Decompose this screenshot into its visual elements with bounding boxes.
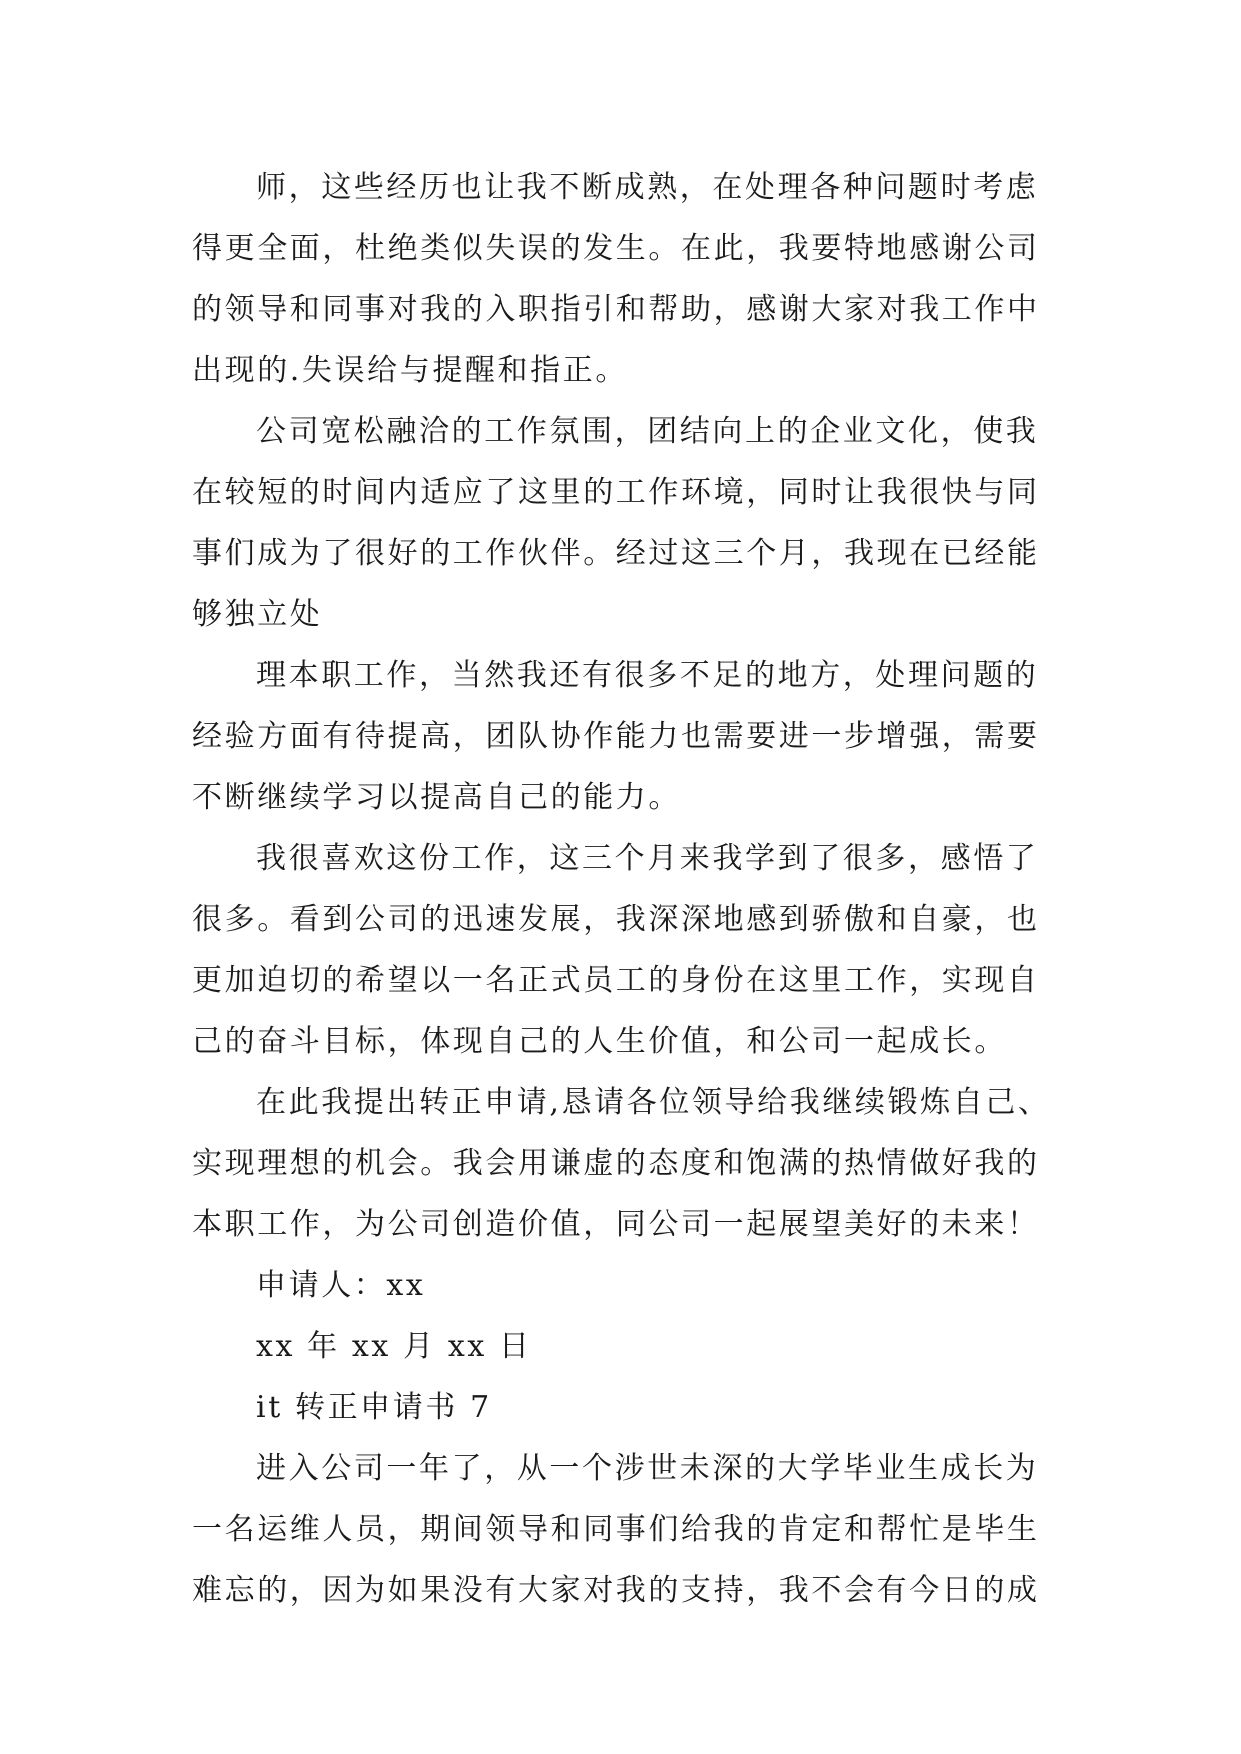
- text-line: 不断继续学习以提高自己的能力。: [192, 780, 681, 815]
- text-line: 经验方面有待提高，团队协作能力也需要进一步增强，需要: [192, 719, 1040, 754]
- text-line: 够独立处: [192, 597, 323, 632]
- text-line: 理本职工作，当然我还有很多不足的地方，处理问题的: [256, 658, 1039, 693]
- text-line: 实现理想的机会。我会用谦虚的态度和饱满的热情做好我的: [192, 1146, 1040, 1181]
- text-line: 得更全面，杜绝类似失误的发生。在此，我要特地感谢公司: [192, 231, 1040, 266]
- text-line: 公司宽松融洽的工作氛围，团结向上的企业文化，使我: [256, 414, 1039, 449]
- text-line: 出现的.失误给与提醒和指正。: [192, 353, 628, 388]
- text-line: 难忘的，因为如果没有大家对我的支持，我不会有今日的成: [192, 1573, 1040, 1608]
- applicant-line: 申请人：xx: [256, 1268, 426, 1303]
- text-line: 更加迫切的希望以一名正式员工的身份在这里工作，实现自: [192, 963, 1040, 998]
- text-line: 我很喜欢这份工作，这三个月来我学到了很多，感悟了: [256, 841, 1039, 876]
- text-line: 本职工作，为公司创造价值，同公司一起展望美好的未来！: [192, 1207, 1040, 1242]
- text-line: 进入公司一年了，从一个涉世未深的大学毕业生成长为: [256, 1451, 1039, 1486]
- text-line: 在此我提出转正申请,恳请各位领导给我继续锻炼自己、: [256, 1085, 1051, 1120]
- text-line: 己的奋斗目标，体现自己的人生价值，和公司一起成长。: [192, 1024, 1007, 1059]
- text-line: 在较短的时间内适应了这里的工作环境，同时让我很快与同: [192, 475, 1040, 510]
- text-line: 一名运维人员，期间领导和同事们给我的肯定和帮忙是毕生: [192, 1512, 1040, 1547]
- text-line: 师，这些经历也让我不断成熟，在处理各种问题时考虑: [256, 170, 1039, 205]
- date-line: xx 年 xx 月 xx 日: [256, 1329, 532, 1364]
- document-page: [192, 157, 1062, 1621]
- text-line: 事们成为了很好的工作伙伴。经过这三个月，我现在已经能: [192, 536, 1040, 571]
- text-line: 的领导和同事对我的入职指引和帮助，感谢大家对我工作中: [192, 292, 1040, 327]
- section-heading: it 转正申请书 7: [256, 1390, 492, 1425]
- text-line: 很多。看到公司的迅速发展，我深深地感到骄傲和自豪，也: [192, 902, 1040, 937]
